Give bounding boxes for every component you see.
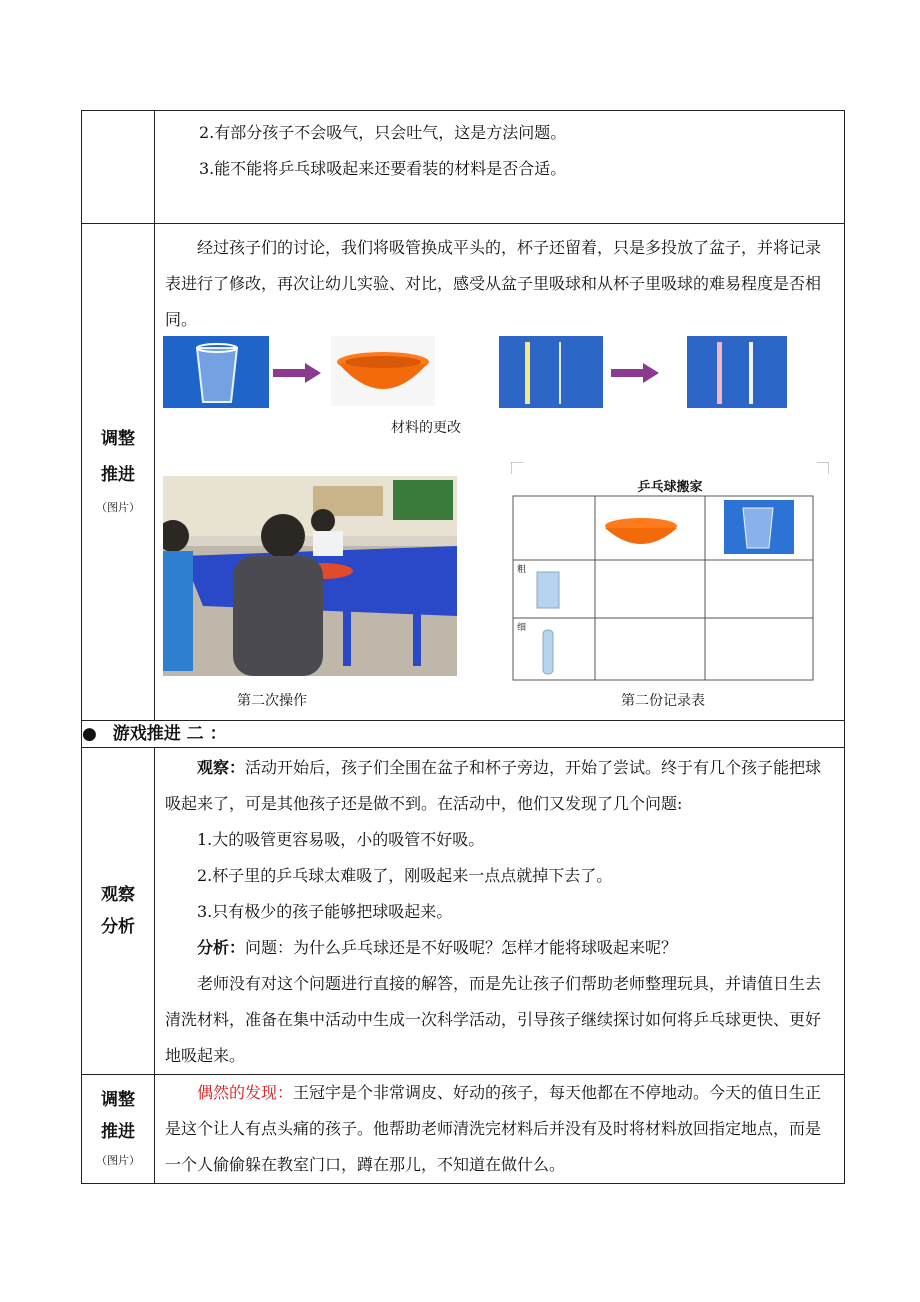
record-row-label: 粗 <box>517 565 527 575</box>
table-row <box>82 111 845 224</box>
list-item: 1.大的吸管更容易吸，小的吸管不好吸。 <box>197 830 485 849</box>
table-row <box>82 224 845 721</box>
classroom-photo <box>163 476 457 676</box>
label-text: 调整 <box>101 429 135 449</box>
analysis-text: 问题：为什么乒乓球还是不好吸呢？怎样才能将球吸起来呢？ <box>245 938 678 957</box>
label-text: 分析 <box>101 917 135 937</box>
empty-label-cell <box>82 111 155 224</box>
problem-line-2: 2.有部分孩子不会吸气，只会吐气，这是方法问题。 <box>199 123 567 142</box>
caption-materials: 材料的更改 <box>391 420 461 436</box>
content-cell <box>155 224 845 721</box>
list-item: 2.杯子里的乒乓球太难吸了，刚吸起来一点点就掉下去了。 <box>197 866 613 885</box>
label-cell <box>82 224 155 721</box>
section-title: 游戏推进 二 ： <box>112 724 227 744</box>
content-cell <box>155 1075 845 1184</box>
observation-paragraph <box>165 750 836 822</box>
content-cell <box>155 111 845 224</box>
label-text: 推进 <box>101 1122 135 1142</box>
table-row <box>82 748 845 1075</box>
section-header <box>82 721 845 748</box>
arrow-right-icon <box>611 362 661 384</box>
cup-photo <box>163 336 269 408</box>
content-cell <box>155 748 845 1075</box>
label-cell <box>82 1075 155 1184</box>
record-sheet <box>511 462 829 682</box>
label-small: （图片） <box>96 1154 140 1167</box>
caption-photo: 第二次操作 <box>237 693 307 709</box>
record-table <box>81 110 845 1184</box>
paragraph: 老师没有对这个问题进行直接的解答，而是先让孩子们帮助老师整理玩具，并请值日生去清洗材料，准备在集中活动中生成一次科学活动，引导孩子继续探讨如何将乒乓球更快、更好地吸起来。 <box>165 974 822 1065</box>
arrow-right-icon <box>273 362 323 384</box>
paragraph: 经过孩子们的讨论，我们将吸管换成平头的，杯子还留着，只是多投放了盆子，并将记录表进行了修改，再次让幼儿实验、对比，感受从盆子里吸球和从杯子里吸球的难易程度是否相同。 <box>165 238 822 329</box>
basin-photo <box>331 336 435 406</box>
label-cell <box>82 748 155 1075</box>
table-row <box>82 1075 845 1184</box>
analysis-label: 分析： <box>197 938 246 957</box>
discovery-label: 偶然的发现： <box>197 1083 294 1102</box>
table-row <box>82 721 845 748</box>
analysis-paragraph <box>165 930 836 966</box>
discovery-text: 王冠宇是个非常调皮、好动的孩子，每天他都在不停地动。今天的值日生正是这个让人有点头痛的孩子。他帮助老师清洗完材料后并没有及时将材料放回指定地点，而是一个人偷偷躲在教室门口，蹲在那儿，不知道在做什么。 <box>165 1083 822 1174</box>
discovery-paragraph <box>165 1075 836 1183</box>
label-small: （图片） <box>96 501 140 514</box>
straws-photo <box>499 336 603 408</box>
bullet-icon: ● <box>82 724 97 744</box>
observation-text: 活动开始后，孩子们全围在盆子和杯子旁边，开始了尝试。终于有几个孩子能把球吸起来了，可是其他孩子还是做不到。在活动中，他们又发现了几个问题: <box>165 758 822 813</box>
label-text: 推进 <box>101 465 135 485</box>
observation-label: 观察： <box>197 758 246 777</box>
record-title: 乒乓球搬家 <box>637 480 703 495</box>
record-row-label: 细 <box>517 623 527 633</box>
caption-record: 第二份记录表 <box>621 693 705 709</box>
label-text: 观察 <box>101 885 135 905</box>
list-item: 3.只有极少的孩子能够把球吸起来。 <box>197 902 453 921</box>
problem-line-3: 3.能不能将乒乓球吸起来还要看装的材料是否合适。 <box>199 159 567 178</box>
label-text: 调整 <box>101 1090 135 1110</box>
straws-new-photo <box>687 336 787 408</box>
